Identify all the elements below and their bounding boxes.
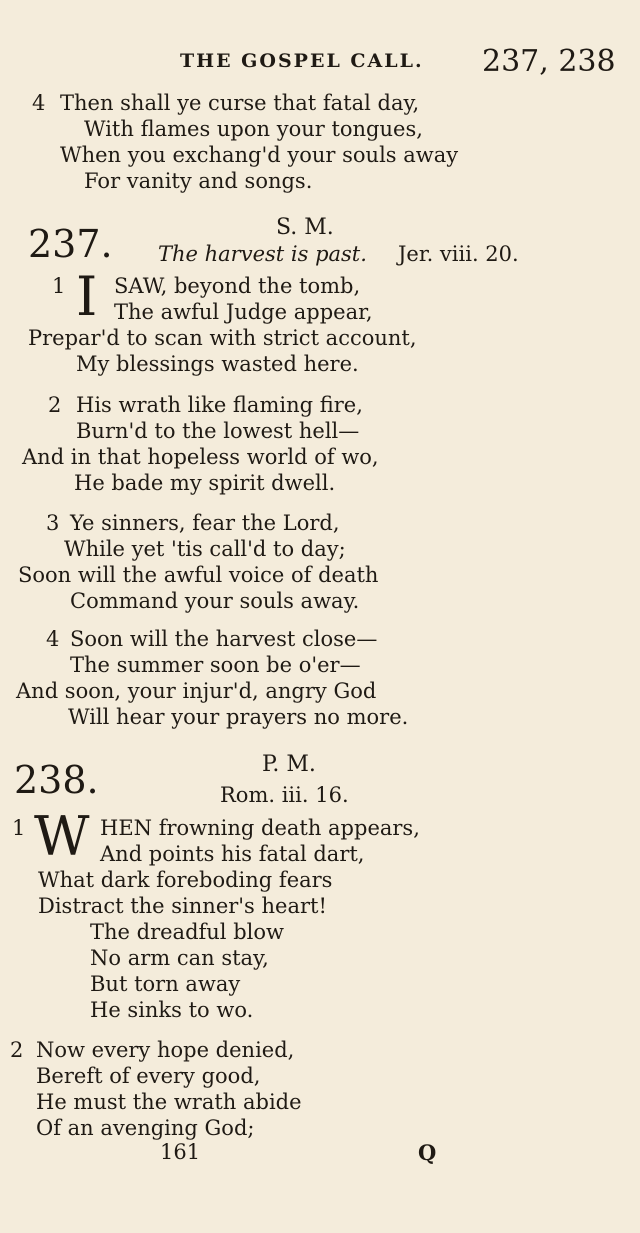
verse-line: He must the wrath abide [36, 1090, 302, 1114]
signature-mark: Q [418, 1140, 437, 1165]
drop-cap: I [76, 265, 98, 328]
scripture-reference: Jer. viii. 20. [398, 242, 519, 266]
verse-line: HEN frowning death appears, [100, 816, 420, 840]
drop-cap: W [34, 805, 90, 868]
page-number: 161 [160, 1140, 201, 1164]
verse-line: But torn away [90, 972, 241, 996]
verse-line: The dreadful blow [90, 920, 284, 944]
scripture-reference: Rom. iii. 16. [220, 783, 349, 807]
verse-line: And in that hopeless world of wo, [22, 445, 379, 469]
hymn-subtitle [158, 242, 367, 266]
verse-line: Distract the sinner's heart! [38, 894, 327, 918]
verse-line: His wrath like flaming fire, [76, 393, 363, 417]
verse-line: Of an avenging God; [36, 1116, 255, 1140]
verse-line: Then shall ye curse that fatal day, [60, 91, 420, 115]
verse-line: He bade my spirit dwell. [74, 471, 336, 495]
verse-line: Burn'd to the lowest hell— [76, 419, 360, 443]
running-header-numbers: 237, 238 [482, 44, 616, 79]
verse-line: With flames upon your tongues, [84, 117, 423, 141]
verse-line: No arm can stay, [90, 946, 269, 970]
verse-line: For vanity and songs. [84, 169, 313, 193]
verse-number: 1 [52, 274, 66, 298]
verse-line: Soon will the harvest close— [70, 627, 378, 651]
verse-line: Bereft of every good, [36, 1064, 261, 1088]
verse-line: SAW, beyond the tomb, [114, 274, 361, 298]
verse-line: He sinks to wo. [90, 998, 254, 1022]
verse-line: The awful Judge appear, [114, 300, 373, 324]
verse-number: 2 [10, 1038, 24, 1062]
verse-line: Prepar'd to scan with strict account, [28, 326, 417, 350]
verse-number: 4 [32, 91, 46, 115]
verse-line: And soon, your injur'd, angry God [16, 679, 377, 703]
verse-number: 4 [46, 627, 60, 651]
hymn-meter: P. M. [262, 752, 316, 777]
verse-line: What dark foreboding fears [38, 868, 333, 892]
running-header-title: THE GOSPEL CALL. [180, 50, 424, 72]
verse-line: Soon will the awful voice of death [18, 563, 379, 587]
verse-line: Ye sinners, fear the Lord, [70, 511, 340, 535]
verse-line: The summer soon be o'er— [70, 653, 361, 677]
verse-line: And points his fatal dart, [100, 842, 365, 866]
hymn-number: 237. [28, 222, 113, 266]
hymn-meter: S. M. [276, 215, 334, 240]
hymn-title: The harvest is past. [158, 242, 367, 266]
verse-line: While yet 'tis call'd to day; [64, 537, 346, 561]
verse-number: 1 [12, 816, 26, 840]
verse-number: 3 [46, 511, 60, 535]
verse-line: Command your souls away. [70, 589, 360, 613]
verse-line: Now every hope denied, [36, 1038, 295, 1062]
verse-line: Will hear your prayers no more. [68, 705, 409, 729]
verse-line: My blessings wasted here. [76, 352, 359, 376]
hymn-number: 238. [14, 758, 99, 802]
verse-line: When you exchang'd your souls away [60, 143, 459, 167]
verse-number: 2 [48, 393, 62, 417]
